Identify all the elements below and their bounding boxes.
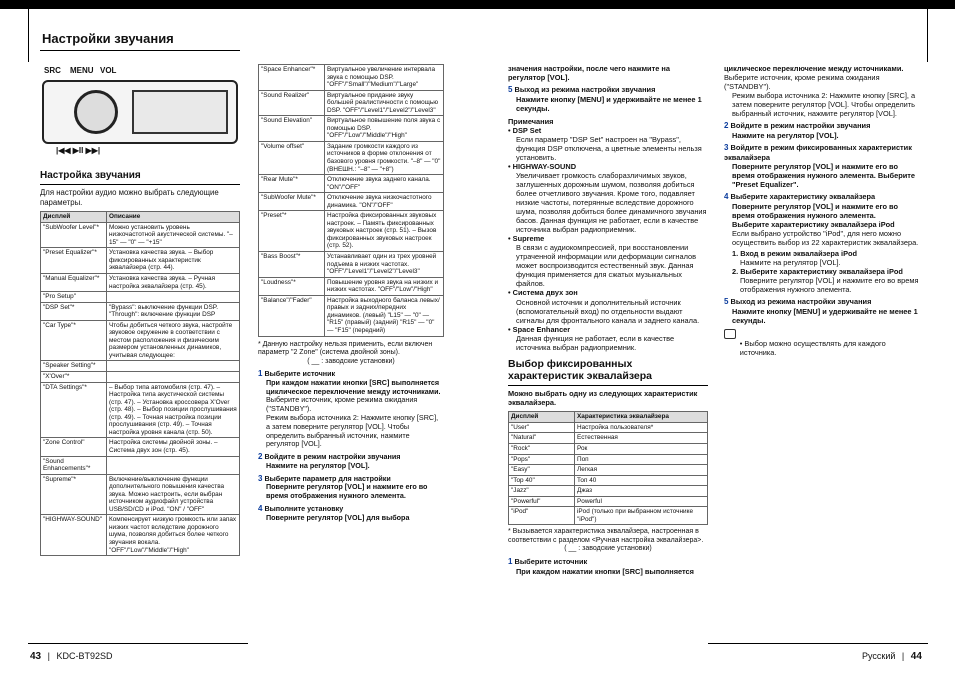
table-row (259, 193, 444, 211)
step-body: Поверните регулятор [VOL] для выбора (266, 512, 410, 522)
table-row (259, 252, 444, 278)
step-extra: Выберите источник, кроме режима ожидания ("STANDBY"). (266, 395, 418, 414)
r2-step (724, 121, 920, 140)
right-edge-bar (927, 0, 928, 62)
eq-row (509, 496, 708, 507)
ipod-sub1-body: Нажмите на регулятор [VOL]. (740, 257, 841, 267)
notes-heading: Примечания (508, 116, 554, 126)
note-item: • Система двух зон Основной источник и дополнительный источник (вспомогательный вход) по отдельности выдают сигналы для фронтального канала и заднего канала. (508, 288, 708, 324)
ipod-sub1-title: 1. Вход в режим эквалайзера iPod (732, 248, 858, 258)
step-number: 1 (258, 369, 263, 379)
step-body: Поверните регулятор [VOL] и нажмите его во время отображения нужного элемента. (266, 482, 428, 501)
row-description: Отключение звука заднего канала. "ON"/"OFF" (325, 175, 444, 193)
vol-label: VOL (100, 66, 117, 75)
step-title: Выберите параметр для настройки (264, 473, 391, 483)
ipod-text: Если выбрано устройство "iPod", для него можно осуществить выбор из 22 характеристик эквалайзера. (732, 228, 919, 247)
table-row (259, 295, 444, 336)
note-item: • Supreme В связи с аудиокомпрессией, при восстановлении утраченной информации или деформации сигналов может воспроизводится естественный звук. Данная функция применяется для сжатых музыкальных файлов. (508, 234, 708, 288)
mid-note: * Данную настройку нельзя применить, если включен параметр "2 Zone" (система двойной зоны). (258, 340, 433, 357)
table-row (41, 474, 240, 515)
row-display: "Zone Control" (41, 438, 107, 456)
table-row (259, 90, 444, 116)
row-display: "Balance"/"Fader" (259, 295, 325, 336)
step-title: Выберите источник (264, 369, 336, 379)
row-display: "Preset"* (259, 211, 325, 252)
eq-row (509, 443, 708, 454)
eq-heading-rule (508, 385, 708, 386)
row-display: "Space Enhancer"* (259, 65, 325, 91)
row-display: "Loudness"* (259, 277, 325, 295)
volume-knob (74, 90, 118, 134)
top-bar (0, 0, 955, 9)
row-description: Компенсирует низкую громкость или запах низких частот вследствие дорожного шума, позволяя добиться более четкого звучания вокала. "OFF"/"Low"/"Middle"/"High" (107, 515, 240, 556)
note-text: Увеличивает громкость слаборазличимых звуков, заглушенных дорожным шумом, позволяя добиться более отчетливого звучания. Кроме того, подавляет низкие частоты, потерянные вследствие дорожного шума, позволяя добиться более динамичного звучания басов. Данная функция не работает, если в качестве источника выбран радиоприемник. (516, 171, 707, 235)
r2-x: Выберите источник, кроме режима ожидания ("STANDBY"). (724, 73, 880, 92)
note-title: Supreme (512, 234, 545, 244)
note-title: HIGHWAY-SOUND (512, 162, 577, 172)
mid-step (258, 369, 444, 449)
footer-rule-left (28, 643, 248, 644)
step-number: 2 (258, 452, 263, 462)
eq-row (509, 486, 708, 497)
step-body: Нажмите на регулятор [VOL]. (732, 130, 839, 140)
row-description: Включение/выключение функции дополнительного повышения качества звука. Можно настроить, если выбран источником аудиофайл устройства USB/SD/CD и iPod. "ON" / "OFF" (107, 474, 240, 515)
table-row (41, 320, 240, 361)
note-title: Система двух зон (512, 288, 578, 298)
row-description: Настройка выходного баланса левых/правых и задних/передних динамиков. (левый) "L15" — "0" — "R15" (правый) (задний) "R15" — "0" — "F15" (передний) (325, 295, 444, 336)
r1-step5-title: Выход из режима настройки звучания (514, 85, 656, 95)
settings-table-cont (258, 64, 444, 337)
row-display: "Speaker Setting"* (41, 361, 107, 372)
row-description: Установка качества звука. – Ручная настройка эквалайзера (стр. 45). (107, 274, 240, 292)
table-row (41, 382, 240, 438)
table-row (41, 438, 240, 456)
step-body: Поверните регулятор [VOL] и нажмите его во время отображения нужного элемента. Выберите "Preset Equalizer". (732, 161, 916, 189)
table-row (41, 292, 240, 303)
row-display: "DSP Set"* (41, 302, 107, 320)
eq-row (509, 454, 708, 465)
mid-step (258, 474, 444, 501)
r2-step5-title: Выход из режима настройки звучания (730, 296, 872, 306)
eq-row (509, 422, 708, 433)
table-row (259, 175, 444, 193)
row-description: – Выбор типа автомобиля (стр. 47). – Настройка типа акустической системы (стр. 47). – Установка кроссовера X'Over (стр. 48). – Выбор позиции прослушивания (стр. 49). – Точная настройка позиции прослушивания (стр. 49). – Точная настройка уровня канала (стр. 50). (107, 382, 240, 438)
step-title: Войдите в режим фиксированных характеристик эквалайзера (724, 142, 912, 162)
eq-characteristic: Powerful (575, 496, 708, 507)
title-rule (40, 50, 240, 51)
row-description: "Bypass": выключение функции DSP. "Through": включение функции DSP (107, 302, 240, 320)
row-description (107, 456, 240, 474)
device-faceplate (42, 80, 238, 144)
table-row (259, 141, 444, 174)
row-display: "Volume offset" (259, 141, 325, 174)
row-description: Можно установить уровень низкочастотной акустической системы. "–15" — "0" — "+15" (107, 222, 240, 248)
menu-label: MENU (70, 66, 94, 75)
page-title: Настройки звучания (42, 31, 174, 46)
ipod-sub2-title: 2. Выберите характеристику эквалайзера iPod (732, 266, 903, 276)
step-number: 3 (724, 142, 729, 152)
r1-cont: значения настройки, после чего нажмите на регулятор [VOL]. (508, 64, 670, 83)
note-text: Если параметр "DSP Set" настроен на "Bypass", функция DSP отключена, а цветные элементы нельзя установить. (516, 134, 702, 162)
step-number: 3 (258, 473, 263, 483)
settings-table (40, 211, 240, 556)
row-description: Отключение звука низкочастотного динамика. "ON"/"OFF" (325, 193, 444, 211)
row-display: "SubWoofer Mute"* (259, 193, 325, 211)
eq-display: "Easy" (509, 465, 575, 476)
table-row (41, 372, 240, 383)
row-display: "Supreme"* (41, 474, 107, 515)
note-text: Данная функция не работает, если в качестве источника выбран радиоприемник. (516, 333, 675, 352)
note-text: В связи с аудиокомпрессией, при восстановлении утраченной информации или деформации сигналов может воспроизводится естественный звук. Данная функция применяется для сжатых музыкальных файлов. (516, 243, 697, 289)
note-text: Основной источник и дополнительный источник (вспомогательный вход) по отдельности выдают сигналы для фронтального канала и заднего канала. (516, 297, 700, 325)
eq-row (509, 465, 708, 476)
r2-bullet: • Выбор можно осуществлять для каждого источника. (739, 338, 886, 357)
left-page-number: 43 (30, 651, 42, 662)
right-column-2: циклическое переключение между источниками. Выберите источник, кроме режима ожидания ("STANDBY"). Режим выбора источника 2: Нажмите кнопку [SRC], а затем поверните регулятор [VOL]. Чтобы определить выбранный источник, нажмите регулятор [VOL]. 2 Войдите в режим настройки звучания Нажмите на регулятор [VOL]. 3 Войдите в режим фиксированных характеристик эквалайзера Поверните регулятор [VOL] и нажмите его во время отображения нужного элемента. Выберите "Preset Equalizer". 4 Выберите характеристику эквалайзера Поверните регулятор [VOL] и нажмите его во время отображения нужного элемента. Выберите характеристику эквалайзера iPod Если выбрано устройство "iPod", для него можно осуществить выбор из 22 характеристик эквалайзера. 1. Вход в режим эквалайзера iPod Нажмите на регулятор [VOL]. 2. Выберите характеристику эквалайзера iPod Поверните регулятор [VOL] и нажмите его во время отображения нужного элемента. 5 Выход из режима настройки звучания Нажмите кнопку [MENU] и удерживайте не менее 1 секунды. • Выбор можно осуществлять для каждого источника. (724, 64, 919, 357)
row-description: Устанавливает один из трех уровней подъема в низких частотах. "OFF"/"Level1"/"Level2"/"Level3" (325, 252, 444, 278)
footer-rule-right (708, 643, 928, 644)
row-description: Чтобы добиться четкого звука, настройте звуковое окружение в соответствии с местом расположения и физическим размером установленных динамиков, учитывая следующее: (107, 320, 240, 361)
eq-display: "Jazz" (509, 486, 575, 497)
table-head-desc: Описание (107, 212, 240, 223)
eq-head-char: Характеристика эквалайзера (575, 412, 708, 423)
eq-characteristic: Рок (575, 443, 708, 454)
eq-characteristic: Естественная (575, 433, 708, 444)
ipod-heading: Выберите характеристику эквалайзера iPod (732, 219, 895, 229)
right-column-1: значения настройки, после чего нажмите на регулятор [VOL]. 5 Выход из режима настройки звучания Нажмите кнопку [MENU] и удерживайте не менее 1 секунды. Примечания • DSP Set Если параметр "DSP Set" настроен на "Bypass", функция DSP отключена, а цветные элементы нельзя установить. • HIGHWAY-SOUND Увеличивает громкость слаборазличимых звуков, заглушенных дорожным шумом, позволяя добиться более отчетливого звучания. Кроме того, подавляет низкие частоты, потерянные вследствие дорожного шума, позволяя добиться более динамичного звучания басов. Данная функция не работает, если в качестве источника выбран радиоприемник. • Supreme В связи с аудиокомпрессией, при восстановлении утраченной информации или деформации сигналов может воспроизводится естественный звук. Данная функция применяется для сжатых музыкальных файлов. • Система двух зон Основной источник и дополнительный источник (вспомогательный вход) по отдельности выдают сигналы для фронтального канала и заднего канала. • Space Enhancer Данная функция не работает, если в качестве источника выбран радиоприемник. Выбор фиксированных характеристик эквалайзера Можно выбрать одну из следующих характеристик эквалайзера. Дисплей Характеристика эквалайзера "User" Настройка пользователя* "Natural" Естественная "Rock" Рок "Pops" Поп "Easy" Легкая "Top 40" Топ 40 "Jazz" Джаз "Powerful" Powerful "iPod" iPod (только при выбранном источнике "iPod") * Вызывается характеристика эквалайзера, настроенная в соответствии с разделом <Ручная настройка эквалайзера>. ( __ : заводские установки) 1 Выберите источник При каждом нажатии кнопки [SRC] выполняется (508, 64, 707, 576)
note-item: • Space Enhancer Данная функция не работает, если в качестве источника выбран радиоприемник. (508, 325, 708, 352)
step-title: Выберите характеристику эквалайзера (730, 191, 876, 201)
right-page-number: 44 (910, 651, 922, 662)
note-item: • DSP Set Если параметр "DSP Set" настроен на "Bypass", функция DSP отключена, а цветные элементы нельзя установить. (508, 126, 708, 162)
r2-step (724, 143, 920, 189)
r2-step (724, 192, 920, 220)
table-row (41, 274, 240, 292)
left-column (40, 170, 240, 556)
left-heading: Настройка звучания (40, 170, 141, 181)
row-description: Виртуальное повышение поля звука с помощью DSP. "OFF"/"Low"/"Middle"/"High" (325, 116, 444, 142)
eq-display: "Natural" (509, 433, 575, 444)
table-row (41, 361, 240, 372)
row-display: "Manual Equalizer"* (41, 274, 107, 292)
src-label: SRC (44, 66, 61, 75)
row-description (107, 292, 240, 303)
language-label: Русский (862, 651, 896, 661)
step-number: 2 (724, 121, 729, 131)
eq-table (508, 411, 708, 525)
row-description: Установка качества звука. – Выбор фиксированных характеристик эквалайзера (стр. 44). (107, 248, 240, 274)
eq-row (509, 475, 708, 486)
eq-intro: Можно выбрать одну из следующих характеристик эквалайзера. (508, 389, 698, 408)
eq-display: "Powerful" (509, 496, 575, 507)
table-row (41, 248, 240, 274)
transport-controls: |◀◀ ▶II ▶▶| (56, 146, 101, 155)
left-intro: Для настройки аудио можно выбрать следующие параметры. (40, 188, 219, 207)
table-row (259, 65, 444, 91)
footer-left: 43 | KDC-BT92SD (30, 651, 113, 662)
row-display: "Sound Realizer" (259, 90, 325, 116)
eq-characteristic: Поп (575, 454, 708, 465)
note-icon (724, 329, 736, 339)
ipod-sub2-body: Поверните регулятор [VOL] и нажмите его во время отображения нужного элемента. (740, 275, 919, 294)
row-description: Виртуальное придание звуку большей реалистичности с помощью DSP. "OFF"/"Level1"/"Level2"/"Level3" (325, 90, 444, 116)
row-display: "SubWoofer Level"* (41, 222, 107, 248)
step-body: При каждом нажатии кнопки [SRC] выполняется циклическое переключение между источниками. (266, 377, 441, 396)
table-row (259, 116, 444, 142)
eq-row (509, 507, 708, 525)
row-description: Настройка системы двойной зоны. – Система двух зон (стр. 45). (107, 438, 240, 456)
row-display: "Pro Setup" (41, 292, 107, 303)
eq-default-note: ( __ : заводские установки) (564, 545, 652, 553)
row-description: Повышение уровня звука на низких и низких частотах. "OFF"/"Low"/"High" (325, 277, 444, 295)
eq-display: "Top 40" (509, 475, 575, 486)
row-description (107, 361, 240, 372)
step-body: Нажмите на регулятор [VOL]. (266, 460, 370, 470)
table-row (259, 277, 444, 295)
note-title: DSP Set (512, 125, 542, 135)
table-row (41, 302, 240, 320)
row-display: "Sound Enhancements"* (41, 456, 107, 474)
step-title: Выполните установку (264, 504, 344, 514)
table-row (259, 211, 444, 252)
model-name: KDC-BT92SD (56, 651, 113, 661)
eq-characteristic: Джаз (575, 486, 708, 497)
r1-step1-body: При каждом нажатии кнопки [SRC] выполняется (516, 566, 694, 576)
table-row (41, 456, 240, 474)
row-display: "HIGHWAY-SOUND" (41, 515, 107, 556)
eq-characteristic: Настройка пользователя* (575, 422, 708, 433)
left-edge-bar (28, 0, 29, 62)
mid-step (258, 504, 444, 523)
table-head-display: Дисплей (41, 212, 107, 223)
eq-note: * Вызывается характеристика эквалайзера, настроенная в соответствии с разделом <Ручная настройка эквалайзера>. (508, 528, 704, 544)
row-display: "Bass Boost"* (259, 252, 325, 278)
row-display: "Rear Mute"* (259, 175, 325, 193)
row-description: Настройка фиксированных звуковых настроек. – Память фиксированных звуковых настроек (стр. 51). – Вызов фиксированных звуковых настроек (стр. 52). (325, 211, 444, 252)
eq-characteristic: Легкая (575, 465, 708, 476)
row-description (107, 372, 240, 383)
eq-display: "iPod" (509, 507, 575, 525)
device-illustration (40, 66, 240, 154)
table-row (41, 515, 240, 556)
footer-right: Русский | 44 (862, 651, 922, 662)
r2-s: Режим выбора источника 2: Нажмите кнопку [SRC], а затем поверните регулятор [VOL]. Чтобы определить выбранный источник, нажмите регулятор [VOL]. (732, 91, 916, 119)
eq-head-display: Дисплей (509, 412, 575, 423)
left-heading-rule (40, 184, 240, 185)
note-title: Space Enhancer (512, 324, 571, 334)
middle-column (258, 64, 444, 523)
row-display: "Car Type"* (41, 320, 107, 361)
table-row (41, 222, 240, 248)
r2-cont: циклическое переключение между источниками. (724, 64, 904, 73)
r1-step5-body: Нажмите кнопку [MENU] и удерживайте не менее 1 секунды. (516, 94, 702, 113)
eq-heading: Выбор фиксированных характеристик эквалайзера (508, 357, 652, 383)
mid-default-note: ( __ : заводские установки) (307, 357, 395, 365)
step-title: Войдите в режим настройки звучания (730, 121, 871, 131)
step-number: 4 (724, 191, 729, 201)
step-body: Поверните регулятор [VOL] и нажмите его во время отображения нужного элемента. (732, 201, 899, 220)
eq-characteristic: iPod (только при выбранном источнике "iPod") (575, 507, 708, 525)
step-number: 4 (258, 504, 263, 514)
row-display: "Preset Equalizer"* (41, 248, 107, 274)
eq-characteristic: Топ 40 (575, 475, 708, 486)
row-display: "X'Over"* (41, 372, 107, 383)
note-item: • HIGHWAY-SOUND Увеличивает громкость слаборазличимых звуков, заглушенных дорожным шумом, позволяя добиться более отчетливого звучания. Кроме того, подавляет низкие частоты, потерянные вследствие дорожного шума, позволяя добиться более динамичного звучания басов. Данная функция не работает, если в качестве источника выбран радиоприемник. (508, 162, 707, 235)
row-display: "DTA Settings"* (41, 382, 107, 438)
row-description: Задание громкости каждого из источников в форме отклонения от базового уровня громкости. "–8" — "0" (ВНЕШН.: "–8" — "+8") (325, 141, 444, 174)
eq-row (509, 433, 708, 444)
eq-display: "Rock" (509, 443, 575, 454)
r1-step1-title: Выберите источник (514, 556, 588, 566)
row-description: Виртуальное увеличение интервала звука с помощью DSP. "OFF"/"Small"/"Medium"/"Large" (325, 65, 444, 91)
eq-display: "User" (509, 422, 575, 433)
row-display: "Sound Elevation" (259, 116, 325, 142)
r2-step5-body: Нажмите кнопку [MENU] и удерживайте не менее 1 секунды. (732, 306, 918, 325)
mid-step (258, 452, 444, 471)
device-display (132, 90, 228, 134)
step-sub: Режим выбора источника 2: Нажмите кнопку [SRC], а затем поверните регулятор [VOL]. Чтобы определить выбранный источник, нажмите регулятор [VOL]. (266, 413, 439, 449)
eq-display: "Pops" (509, 454, 575, 465)
step-title: Войдите в режим настройки звучания (264, 452, 401, 462)
